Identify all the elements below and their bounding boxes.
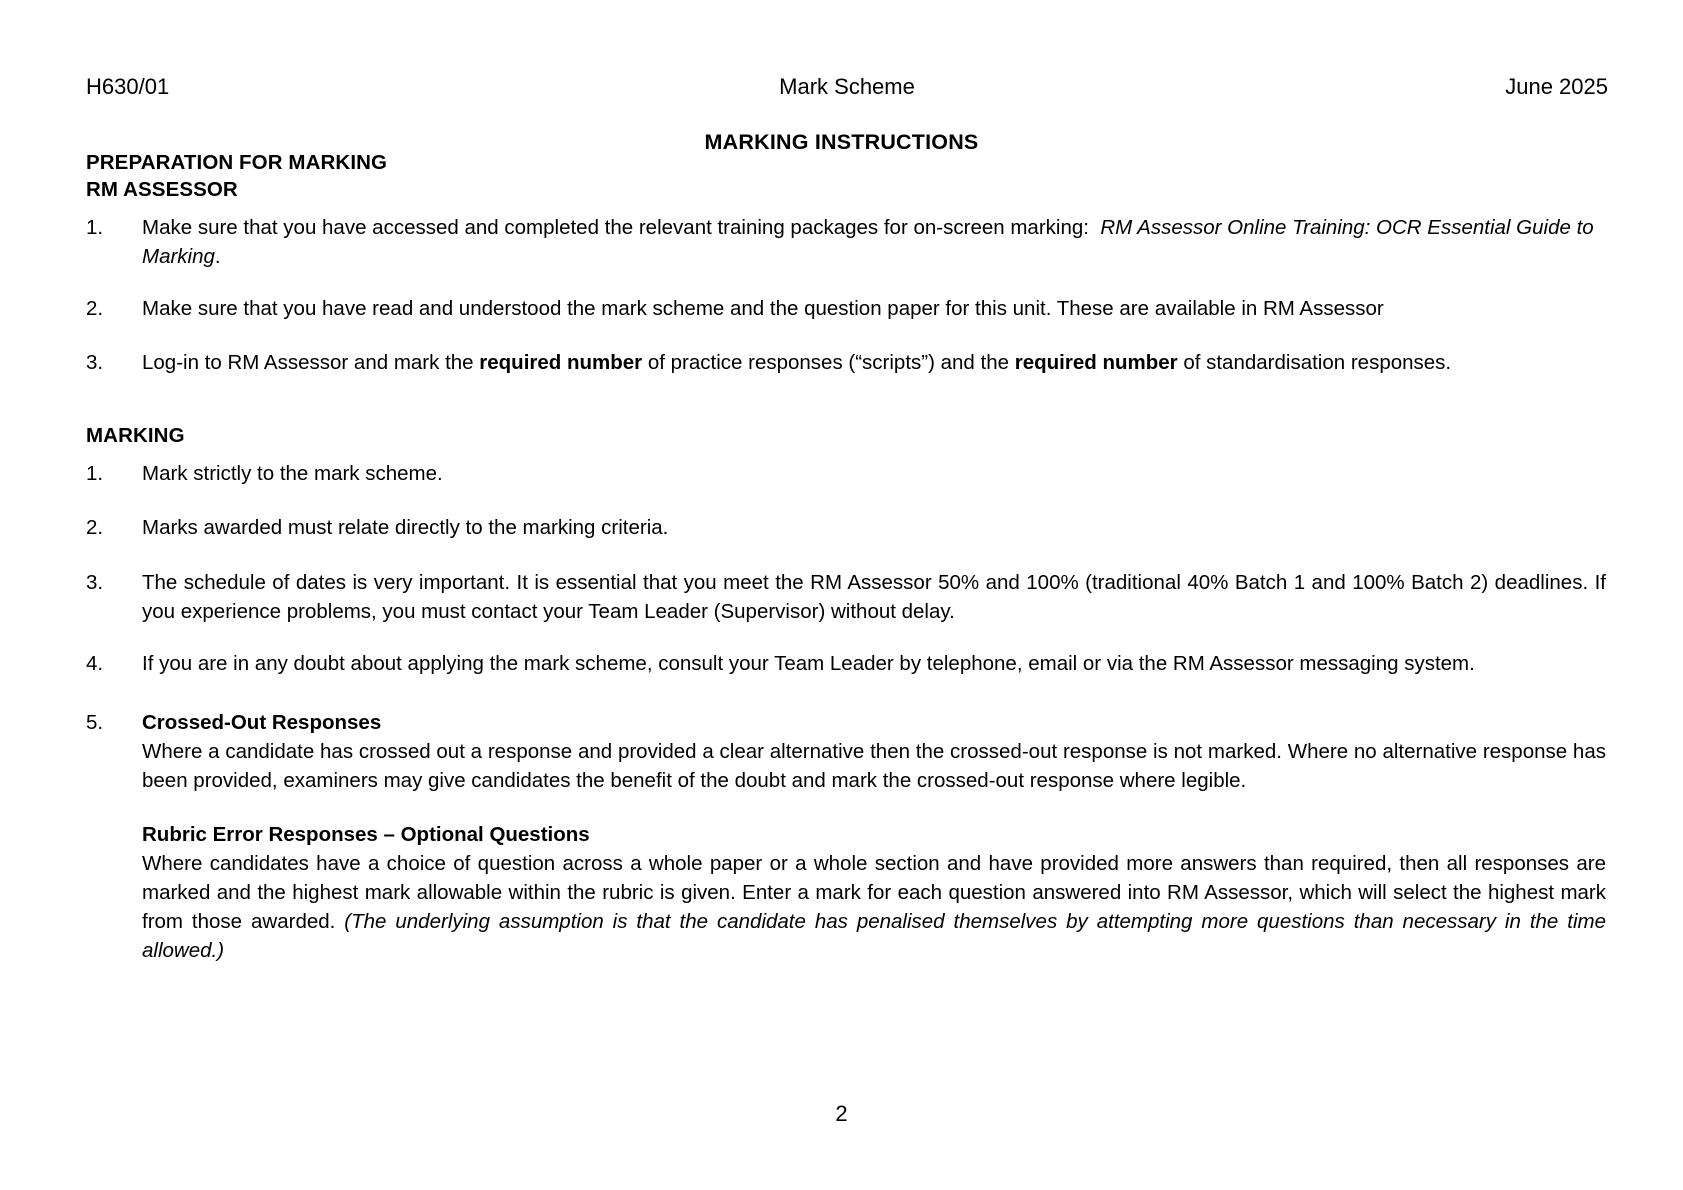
marking-item-2: [86, 513, 1606, 542]
item-number: 1.: [86, 216, 104, 239]
rubric-assumption-note: (The underlying assumption is that the candidate has penalised themselves by attempting more questions than necessary in the time allowed.): [142, 910, 1606, 962]
page-title: MARKING INSTRUCTIONS: [704, 130, 979, 154]
marking-heading: MARKING: [86, 424, 185, 447]
preparation-item-2: [86, 294, 1606, 323]
item-number: 3.: [86, 351, 104, 374]
paper-code: H630/01: [86, 74, 170, 99]
exam-date: June 2025: [1505, 74, 1608, 99]
marking-item-1: [86, 459, 1606, 488]
rubric-error-block: [142, 820, 1606, 965]
item-text: Make sure that you have accessed and completed the relevant training packages for on-screen marking: RM Assessor Online Training: OCR Essential Guide to Marking.: [142, 216, 1594, 268]
item-number: 4.: [86, 652, 104, 675]
preparation-item-3: [86, 348, 1606, 377]
item-text: If you are in any doubt about applying the mark scheme, consult your Team Leader by telephone, email or via the RM Assessor messaging system.: [142, 652, 1475, 675]
rubric-error-heading: Rubric Error Responses – Optional Questions: [142, 823, 590, 846]
item-text: Log-in to RM Assessor and mark the required number of practice responses (“scripts”) and the required number of standardisation responses.: [142, 351, 1452, 374]
marking-item-4: [86, 649, 1606, 678]
item-text: Make sure that you have read and understood the mark scheme and the question paper for this unit. These are available in RM Assessor: [142, 297, 1384, 320]
crossed-out-text: Where a candidate has crossed out a response and provided a clear alternative then the crossed-out response is not marked. Where no alternative response has been provided, examiners may give candidates the benefit of the doubt and mark the crossed-out response where legible.: [142, 740, 1606, 792]
item-number: 5.: [86, 711, 104, 734]
document-type: Mark Scheme: [779, 74, 915, 99]
item-number: 3.: [86, 571, 104, 594]
page-header: [86, 72, 1608, 102]
rubric-error-text: Where candidates have a choice of question across a whole paper or a whole section and have provided more answers than required, then all responses are marked and the highest mark allowable within the rubric is given. Enter a mark for each question answered into RM Assessor, which will select the highest mark from those awarded. (The underlying assumption is that the candidate has penalised themselves by attempting more questions than necessary in the time allowed.): [142, 852, 1606, 962]
item-text: Marks awarded must relate directly to the marking criteria.: [142, 516, 669, 539]
page-number: 2: [835, 1101, 848, 1126]
item-text: The schedule of dates is very important. It is essential that you meet the RM Assessor 50% and 100% (traditional 40% Batch 1 and 100% Batch 2) deadlines. If you experience problems, you must contact your Team Leader (Supervisor) without delay.: [142, 571, 1606, 623]
preparation-heading: PREPARATION FOR MARKING: [86, 151, 388, 174]
item-text: Mark strictly to the mark scheme.: [142, 462, 443, 485]
rm-assessor-heading: RM ASSESSOR: [86, 178, 238, 201]
item-number: 1.: [86, 462, 104, 485]
item-number: 2.: [86, 516, 104, 539]
training-guide-title: RM Assessor Online Training: OCR Essential Guide to Marking: [142, 216, 1594, 268]
item-number: 2.: [86, 297, 104, 320]
crossed-out-heading: Crossed-Out Responses: [142, 711, 382, 734]
preparation-item-1: [86, 213, 1606, 271]
marking-item-3: [86, 568, 1606, 626]
marking-item-5: [86, 708, 1606, 795]
